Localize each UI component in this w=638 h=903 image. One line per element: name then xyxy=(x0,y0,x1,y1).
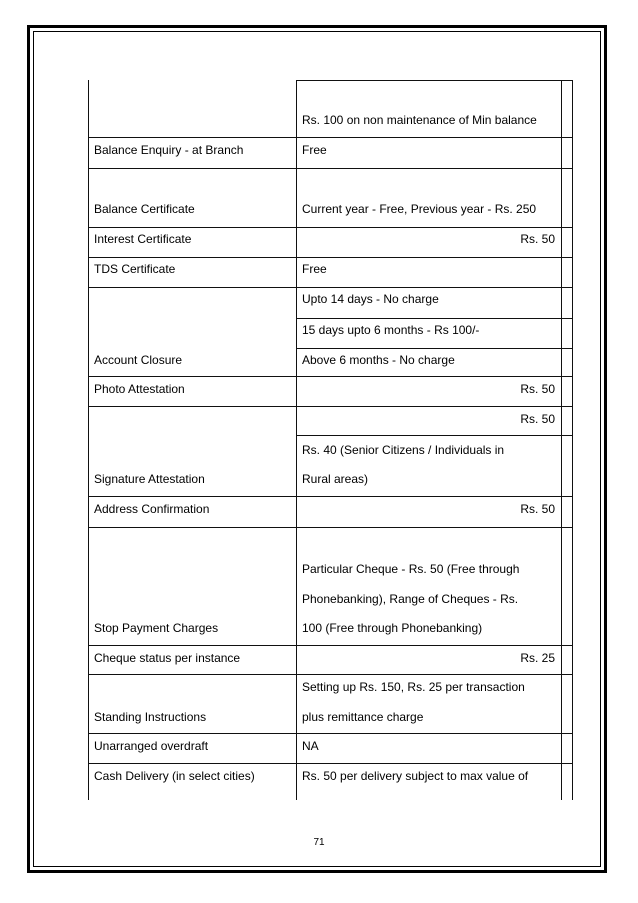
fee-value: Rs. 50 per delivery subject to max value of xyxy=(302,769,529,783)
fee-value: Rs. 50 xyxy=(520,412,555,426)
fee-value: Phonebanking), Range of Cheques - Rs. xyxy=(302,592,519,606)
table-line xyxy=(572,80,573,800)
service-name: Interest Certificate xyxy=(94,232,192,246)
table-line xyxy=(88,287,573,288)
table-line xyxy=(88,376,573,377)
table-line xyxy=(88,257,573,258)
service-name: Account Closure xyxy=(94,353,183,367)
service-name: Cash Delivery (in select cities) xyxy=(94,769,255,783)
table-line xyxy=(88,527,573,528)
fee-value: Rs. 50 xyxy=(520,382,555,396)
service-name: Balance Certificate xyxy=(94,202,195,216)
fee-value: Rs. 100 on non maintenance of Min balance xyxy=(302,113,537,127)
fee-value: Rural areas) xyxy=(302,472,369,486)
fee-value: Free xyxy=(302,143,327,157)
fee-value: Upto 14 days - No charge xyxy=(302,292,439,306)
table-line xyxy=(296,435,573,436)
service-name: Address Confirmation xyxy=(94,502,210,516)
service-name: Photo Attestation xyxy=(94,382,185,396)
table-line xyxy=(88,137,573,138)
table-line xyxy=(88,645,573,646)
fee-value: Rs. 40 (Senior Citizens / Individuals in xyxy=(302,443,505,457)
table-line xyxy=(88,763,573,764)
table-line xyxy=(296,80,297,800)
service-name: Stop Payment Charges xyxy=(94,621,219,635)
fee-value: Rs. 25 xyxy=(520,651,555,665)
fee-value: Setting up Rs. 150, Rs. 25 per transaction xyxy=(302,680,525,694)
fee-value: Free xyxy=(302,262,327,276)
table-line xyxy=(296,348,573,349)
service-name: TDS Certificate xyxy=(94,262,176,276)
fee-value: 15 days upto 6 months - Rs 100/- xyxy=(302,323,480,337)
table-line xyxy=(88,227,573,228)
service-name: Cheque status per instance xyxy=(94,651,241,665)
table-line xyxy=(88,80,89,800)
fee-value: 100 (Free through Phonebanking) xyxy=(302,621,483,635)
table-line xyxy=(88,674,573,675)
fee-value: Rs. 50 xyxy=(520,502,555,516)
fee-value: NA xyxy=(302,739,319,753)
service-name: Signature Attestation xyxy=(94,472,205,486)
table-line xyxy=(88,168,573,169)
table-line xyxy=(88,406,573,407)
table-line xyxy=(88,496,573,497)
table-line xyxy=(88,733,573,734)
service-name: Balance Enquiry - at Branch xyxy=(94,143,244,157)
table-line xyxy=(296,318,573,319)
fee-value: Current year - Free, Previous year - Rs. 250 xyxy=(302,202,537,216)
service-name: Standing Instructions xyxy=(94,710,207,724)
service-name: Unarranged overdraft xyxy=(94,739,209,753)
table-line xyxy=(296,80,573,81)
table-line xyxy=(561,80,562,800)
fee-value: Particular Cheque - Rs. 50 (Free through xyxy=(302,562,520,576)
fee-value: Above 6 months - No charge xyxy=(302,353,455,367)
fee-value: Rs. 50 xyxy=(520,232,555,246)
page-number: 71 xyxy=(313,837,325,848)
fee-value: plus remittance charge xyxy=(302,710,424,724)
